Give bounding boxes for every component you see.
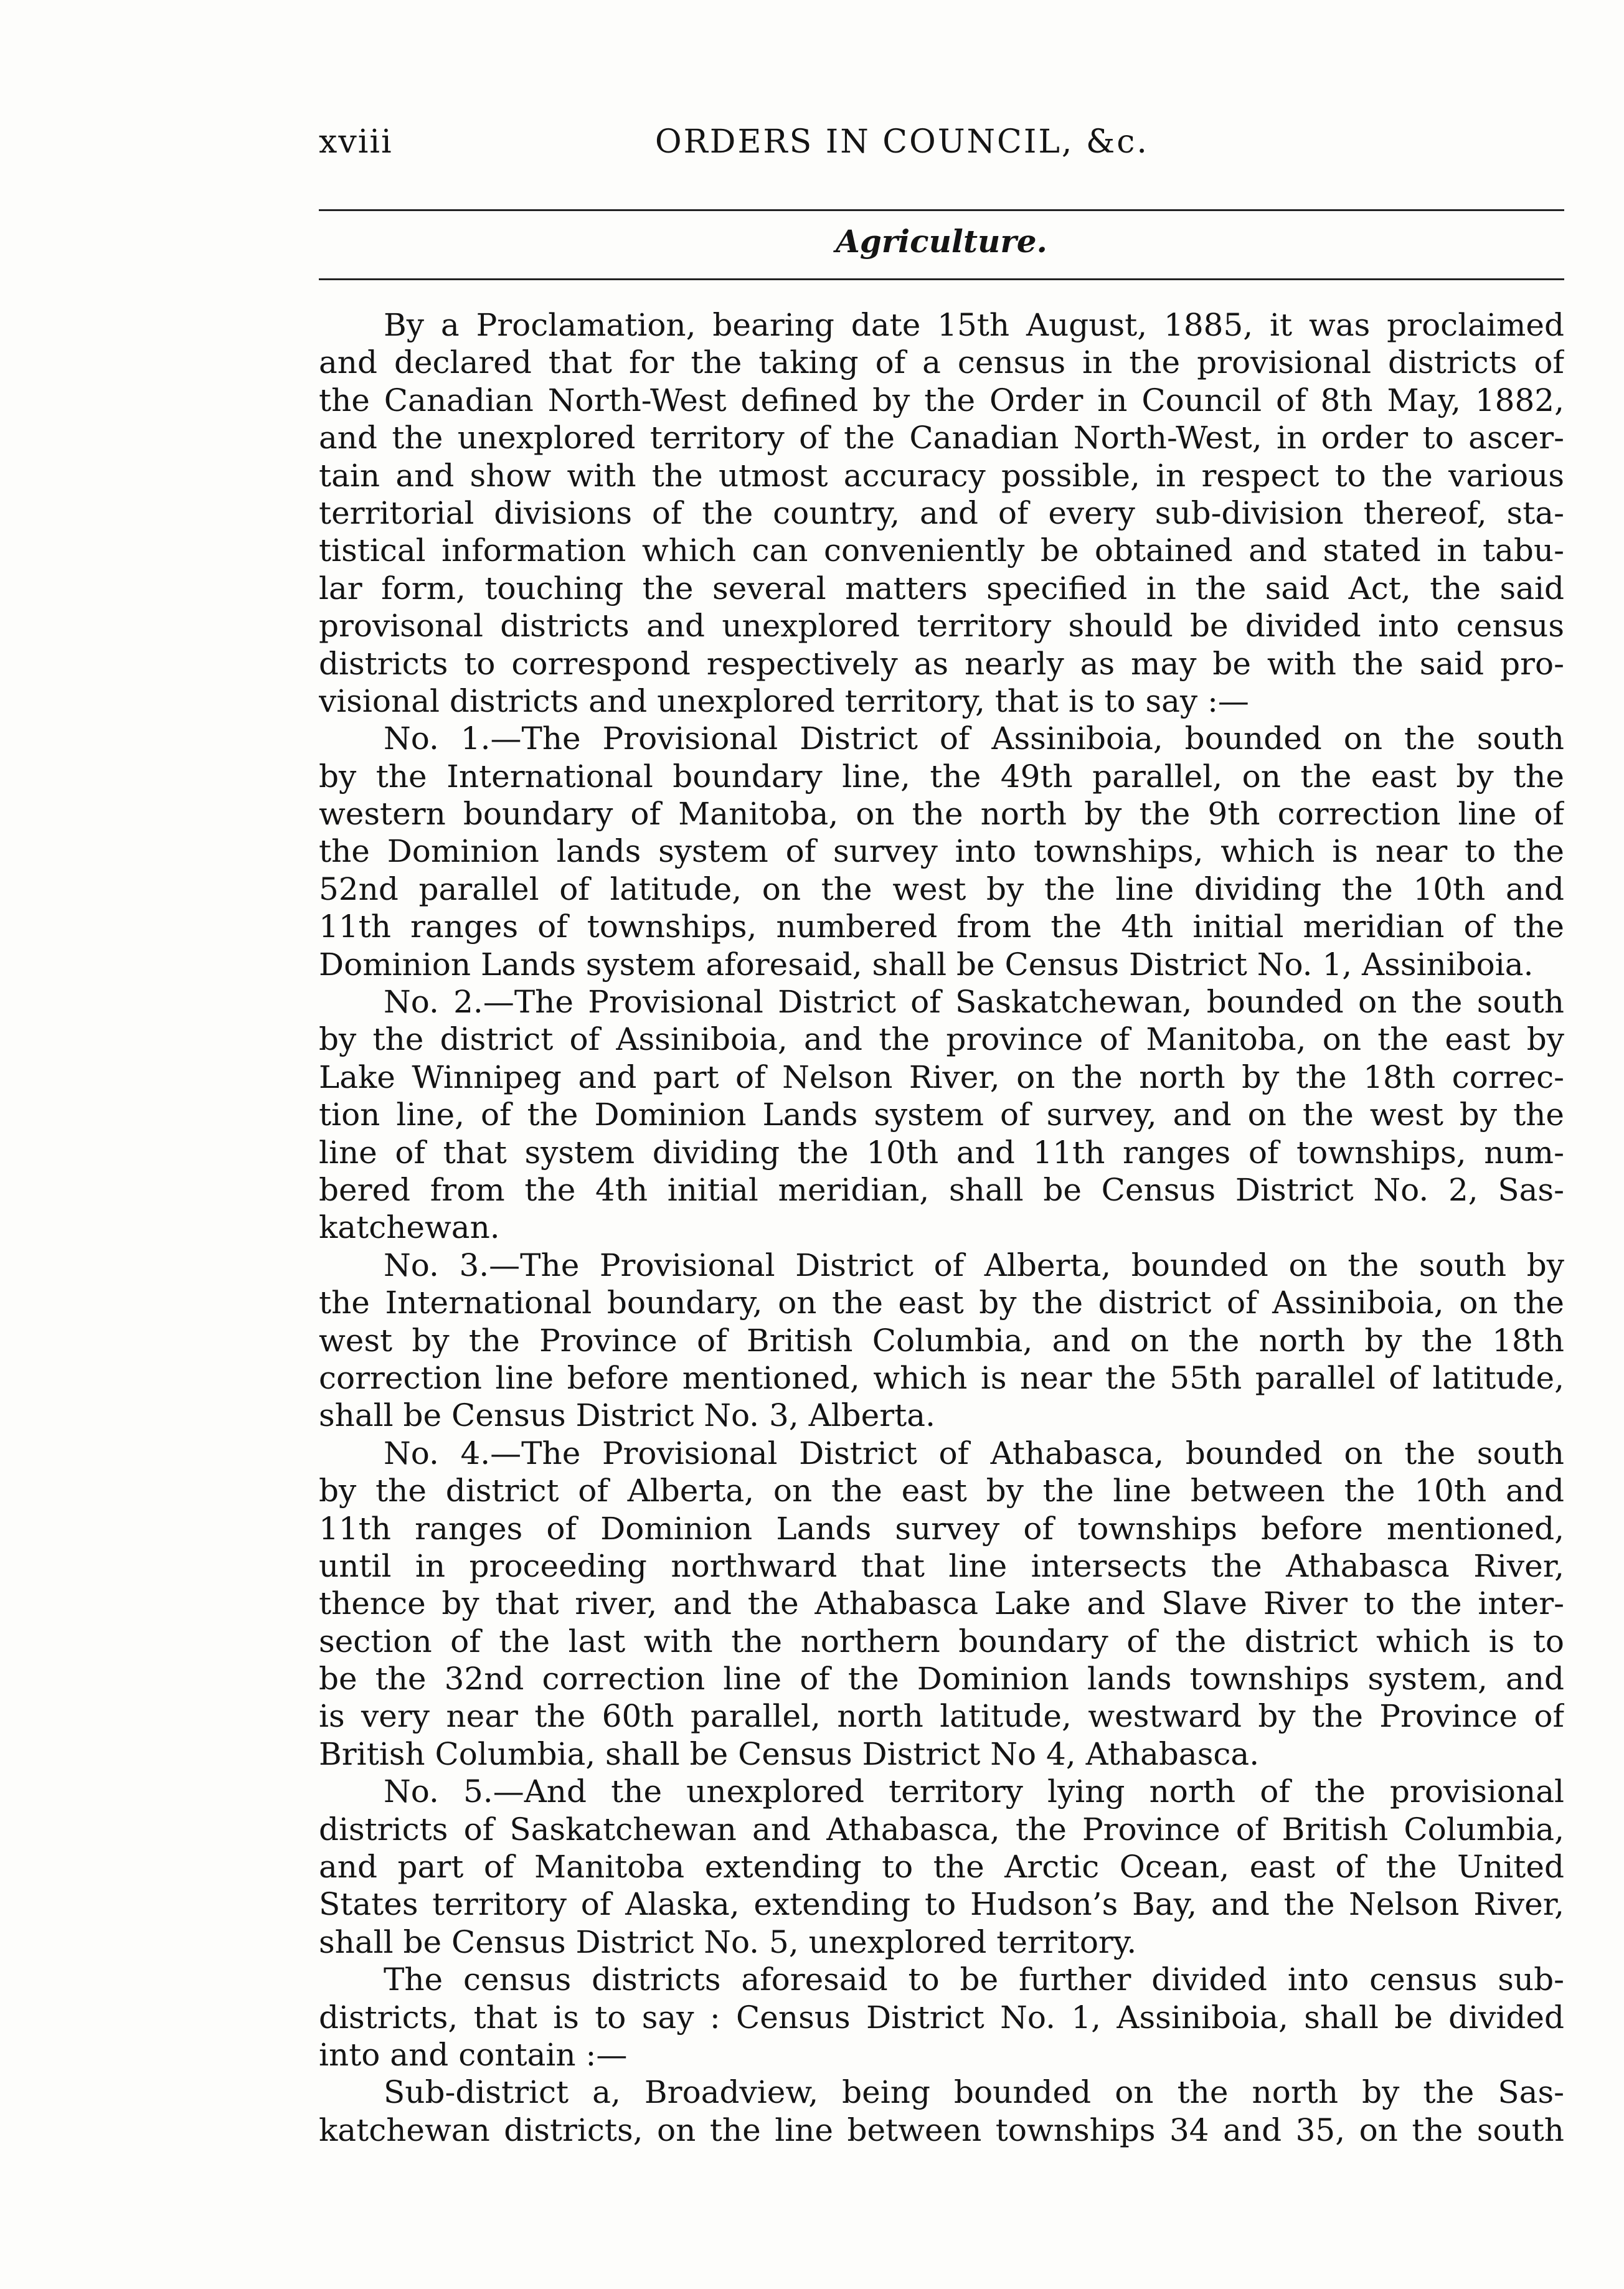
text-line: No. 3.—The Provisional District of Alberta, bounded on the south by xyxy=(384,1247,1564,1283)
text-line: be the 32nd correction line of the Dominion lands townships system, and xyxy=(319,1661,1564,1697)
text-line: districts to correspond respectively as nearly as may be with the said pro- xyxy=(319,645,1564,682)
running-head xyxy=(319,123,1578,167)
text-line: No. 4.—The Provisional District of Athabasca, bounded on the south xyxy=(384,1435,1564,1471)
text-line: lar form, touching the several matters specified in the said Act, the said xyxy=(319,570,1564,606)
text-line: by the district of Assiniboia, and the province of Manitoba, on the east by xyxy=(319,1021,1564,1058)
text-line: into and contain :— xyxy=(319,2036,628,2073)
text-line: shall be Census District No. 3, Alberta. xyxy=(319,1397,935,1434)
text-line: correction line before mentioned, which is near the 55th parallel of latitude, xyxy=(319,1359,1564,1396)
text-line: thence by that river, and the Athabasca Lake and Slave River to the inter- xyxy=(319,1585,1564,1622)
text-line: No. 1.—The Provisional District of Assiniboia, bounded on the south xyxy=(384,720,1564,757)
text-line: States territory of Alaska, extending to Hudson’s Bay, and the Nelson River, xyxy=(319,1886,1564,1923)
text-line: line of that system dividing the 10th and 11th ranges of townships, num- xyxy=(319,1134,1564,1171)
text-line: 52nd parallel of latitude, on the west by the line dividing the 10th and xyxy=(319,871,1564,907)
text-line: Lake Winnipeg and part of Nelson River, on the north by the 18th correc- xyxy=(319,1059,1564,1095)
text-line: and declared that for the taking of a census in the provisional districts of xyxy=(319,344,1564,381)
text-line: By a Proclamation, bearing date 15th August, 1885, it was proclaimed xyxy=(384,307,1564,343)
text-line: No. 2.—The Provisional District of Saskatchewan, bounded on the south xyxy=(384,984,1564,1021)
text-line: and the unexplored territory of the Canadian North-West, in order to ascer- xyxy=(319,420,1564,456)
section-rule-bottom xyxy=(319,278,1564,280)
section-heading: Agriculture. xyxy=(836,223,1047,260)
text-line: the Dominion lands system of survey into townships, which is near to the xyxy=(319,833,1564,870)
page-number: xviii xyxy=(319,123,393,161)
text-line: until in proceeding northward that line intersects the Athabasca River, xyxy=(319,1547,1564,1584)
text-line: districts of Saskatchewan and Athabasca, the Province of British Columbia, xyxy=(319,1811,1564,1848)
text-line: tion line, of the Dominion Lands system of survey, and on the west by the xyxy=(319,1097,1564,1133)
text-line: west by the Province of British Columbia, and on the north by the 18th xyxy=(319,1322,1564,1359)
text-line: by the International boundary line, the 49th parallel, on the east by the xyxy=(319,758,1564,795)
text-line: British Columbia, shall be Census District No 4, Athabasca. xyxy=(319,1735,1260,1772)
text-line: No. 5.—And the unexplored territory lying north of the provisional xyxy=(384,1773,1564,1810)
running-title: ORDERS IN COUNCIL, &c. xyxy=(655,123,1149,161)
text-line: is very near the 60th parallel, north latitude, westward by the Province of xyxy=(319,1698,1564,1735)
text-line: Sub-district a, Broadview, being bounded on the north by the Sas- xyxy=(384,2074,1564,2111)
text-line: visional districts and unexplored territory, that is to say :— xyxy=(319,682,1249,719)
text-line: 11th ranges of Dominion Lands survey of townships before mentioned, xyxy=(319,1510,1564,1547)
text-line: tain and show with the utmost accuracy possible, in respect to the various xyxy=(319,457,1564,494)
text-line: Dominion Lands system aforesaid, shall be Census District No. 1, Assiniboia. xyxy=(319,946,1534,983)
text-line: shall be Census District No. 5, unexplored territory. xyxy=(319,1923,1137,1960)
text-line: by the district of Alberta, on the east by the line between the 10th and xyxy=(319,1473,1564,1509)
text-line: western boundary of Manitoba, on the north by the 9th correction line of xyxy=(319,796,1564,833)
text-line: provisonal districts and unexplored territory should be divided into census xyxy=(319,608,1564,644)
text-line: section of the last with the northern boundary of the district which is to xyxy=(319,1623,1564,1659)
text-line: the Canadian North-West defined by the Order in Council of 8th May, 1882, xyxy=(319,382,1564,418)
text-line: and part of Manitoba extending to the Arctic Ocean, east of the United xyxy=(319,1849,1564,1885)
text-line: the International boundary, on the east by the district of Assiniboia, on the xyxy=(319,1285,1564,1321)
text-line: districts, that is to say : Census District No. 1, Assiniboia, shall be divided xyxy=(319,1999,1564,2036)
text-line: bered from the 4th initial meridian, shall be Census District No. 2, Sas- xyxy=(319,1171,1564,1208)
text-line: tistical information which can conveniently be obtained and stated in tabu- xyxy=(319,532,1564,569)
text-line: 11th ranges of townships, numbered from the 4th initial meridian of the xyxy=(319,909,1564,945)
text-line: katchewan. xyxy=(319,1209,500,1246)
section-rule-top xyxy=(319,209,1564,211)
text-line: katchewan districts, on the line between townships 34 and 35, on the south xyxy=(319,2112,1564,2148)
text-line: territorial divisions of the country, and of every sub-division thereof, sta- xyxy=(319,494,1564,531)
body-text xyxy=(319,306,1564,2149)
text-line: The census districts aforesaid to be further divided into census sub- xyxy=(384,1961,1564,1998)
